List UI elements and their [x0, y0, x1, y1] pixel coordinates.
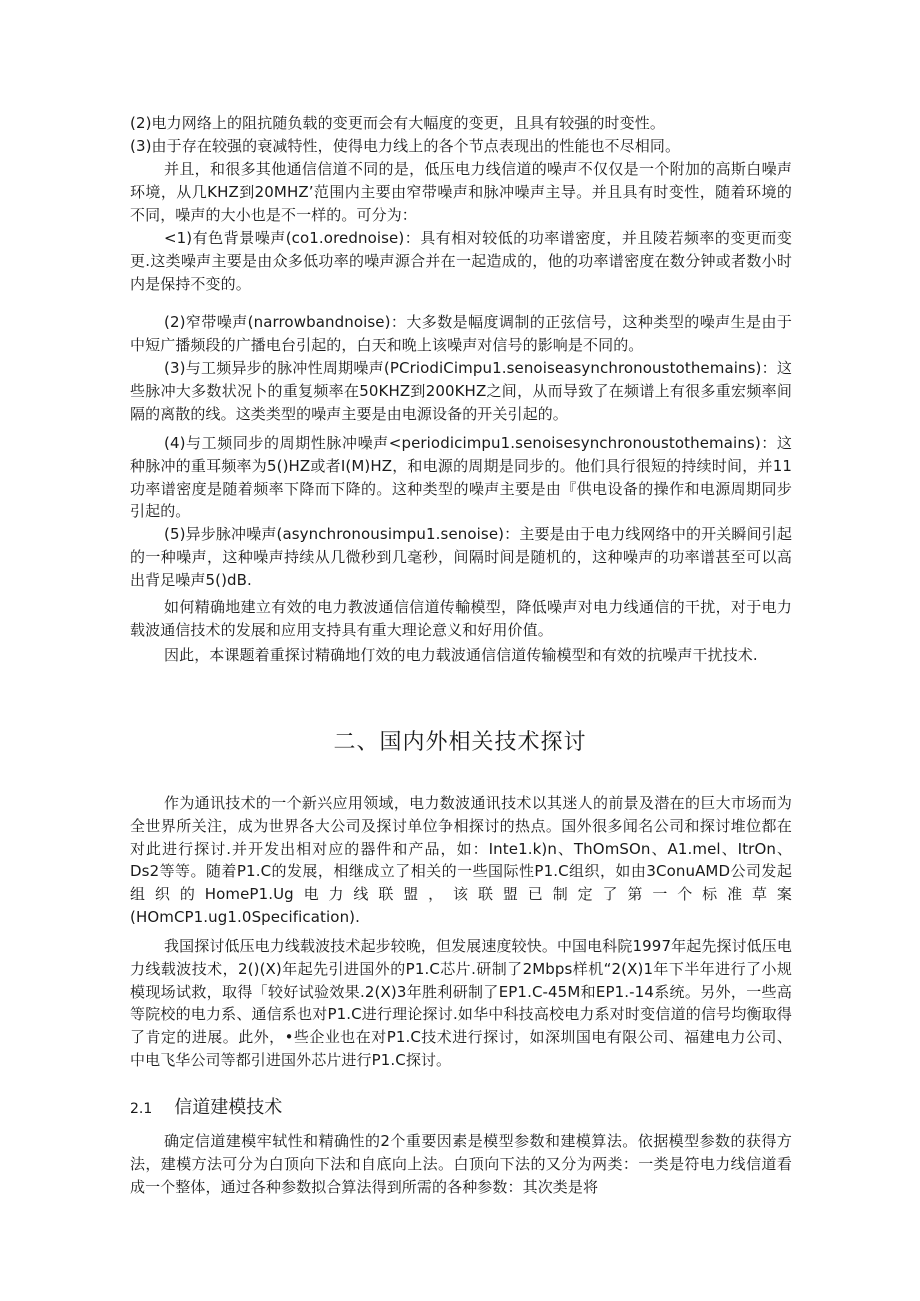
section-heading: 二、国内外相关技术探讨: [333, 730, 587, 755]
paragraph-channel-modeling: 确定信道建模牢轼性和精确性的2个重要因素是模型参数和建模算法。依据模型参数的获得方法，建模方法可分为白顶向下法和自底向上法。白顶向下法的又分为两类：一类是符电力线信道看成一个整体，通过各种参数拟合算法得到所需的各种参数：其次类是将: [130, 1132, 792, 1196]
paragraph-noise-intro: 并且，和很多其他通信信道不同的是，低压电力线信道的噪声不仅仅是一个附加的高斯白噪声环境，从几KHZ到20MHZ’范围内主要由窄带噪声和脉冲噪声主导。并且具有时变性，随着环境的不同，噪声的大小也是不一样的。可分为：: [130, 160, 792, 224]
paragraph-attenuation: (3)由于存在较强的衰减特性，使得电力线上的各个节点表现出的性能也不尽相同。: [130, 137, 681, 155]
paragraph-impedance-variation: (2)电力网络上的阻抗随负载的变更而会有大幅度的变更，且具有较强的时变性。: [130, 114, 665, 132]
paragraph-topic-focus: 因此，本课题着重探讨精确地仃效的电力载波通信信道传输模型和有效的抗噪声干扰技术.: [164, 646, 758, 664]
paragraph-domestic-research: 我国探讨低压电力线载波技术起步较晚，但发展速度较快。中国电科院1997年起先探讨低压电力线载波技术，2()(X)年起先引进国外的P1.C芯片.研制了2Mbps样机“2(X)1年下半年进行了小规模现场试救，取得「较好试验效果.2(X)3年胜利研制了EP1.C-45M和EP1.-14系统。另外，一些高等院校的电力系、通信系也对P1.C进行理论探讨.如华中科技高校电力系对时变信道的信号均衡取得了肯定的进展。此外，•些企业也在对P1.C技术进行探讨，如深圳国电有限公司、福建电力公司、中电飞华公司等都引进国外芯片进行P1.C探讨。: [130, 937, 792, 1069]
paragraph-colored-noise: <1)有色背景噪声(co1.orednoise)：具有相对较低的功率谱密度，并且陵若频率的变更而变更.这类噪声主要是由众多低功率的噪声源合并在一起造成的，他的功率谱密度在数分钟或者数小时内是保持不变的。: [130, 229, 792, 293]
subsection-heading: [130, 1094, 282, 1123]
subsection-title: 信道建模技术: [174, 1097, 283, 1118]
paragraph-narrowband-noise: (2)窄带噪声(narrowbandnoise)：大多数是幅度调制的正弦信号，这种类型的噪声生是由于中短广播频段的广播电台引起的，白天和晚上该噪声对信号的影响是不同的。: [130, 313, 792, 354]
subsection-number: 2.1: [130, 1101, 153, 1117]
paragraph-foreign-research: 作为通讯技术的一个新兴应用领域，电力数波通讯技术以其迷人的前景及潜在的巨大市场而为全世界所关注，成为世界各大公司及探讨单位争相探讨的热点。国外很多闻名公司和探讨堆位都在对此进行探讨.并开发出相对应的器件和产品，如：Inte1.k)n、ThOmSOn、A1.mel、ItrOn、Ds2等等。随着P1.C的发展，相继成立了相关的一些国际性P1.C组织，如由3ConuAMD公司发起组织的HomeP1.Ug电力线联盟，该联盟已制定了第一个标准草案(HOmCP1.ug1.0Specification).: [130, 794, 792, 926]
paragraph-sync-periodic-noise: (4)与工频同步的周期性脉冲噪声<periodicimpu1.senoisesynchronoustothemains)：这种脉冲的重耳频率为5()HZ或者I(M)HZ，和电源的周期是同步的。他们具行很短的持续时间，并11功率谱密度是随着频率下降而下降的。这种类型的噪声主要是由『供电设备的操作和电源周期同步引起的。: [130, 434, 792, 521]
paragraph-async-impulse-noise: (5)异步脉冲噪声(asynchronousimpu1.senoise)：主要是由于电力线网络中的开关瞬间引起的一种噪声，这种噪声持续从几微秒到几毫秒，间隔时间是随机的，这种噪声的功率谱甚至可以高出背足噪声5()dB.: [130, 525, 792, 589]
paragraph-modeling-significance: 如何精确地建立有效的电力教波通信信道传輸模型，降低噪声对电力线通信的干扰，对于电力载波通信技术的发展和应用支持具有重大理论意义和好用价值。: [130, 598, 792, 639]
paragraph-async-periodic-noise: (3)与工频异步的脉冲性周期噪声(PCriodiCimpu1.senoiseasynchronoustothemains)：这些脉冲大多数状况卜的重复频率在50KHZ到200KHZ之间，从而导致了在频谱上有很多重宏频率间隔的离散的线。这类类型的噪声主要是由电源设备的开关引起的。: [130, 359, 792, 423]
